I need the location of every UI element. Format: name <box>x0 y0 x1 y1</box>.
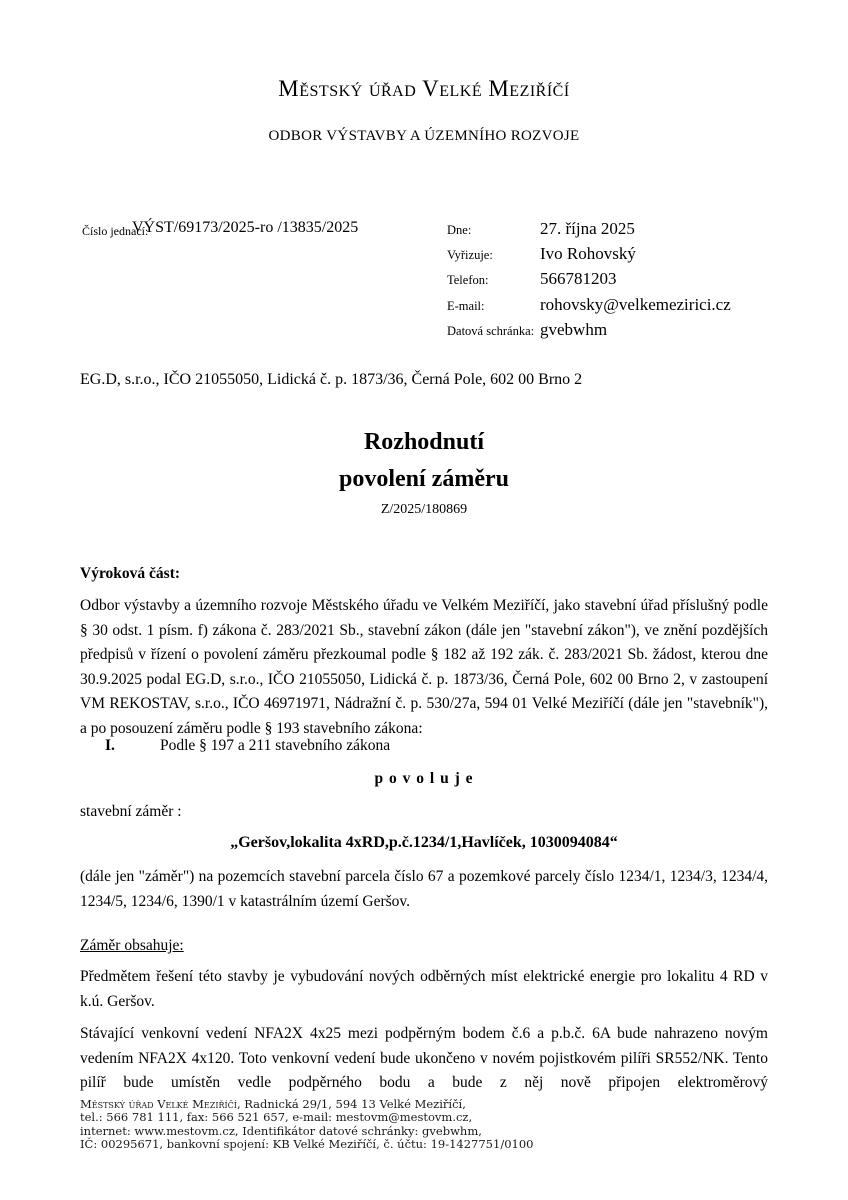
department-name: ODBOR VÝSTAVBY A ÚZEMNÍHO ROZVOJE <box>268 128 580 144</box>
footer-line-bank: IČ: 00295671, bankovní spojení: KB Velké Meziříčí, č. účtu: 19-1427751/0100 <box>80 1137 534 1152</box>
meta-label-phone: Telefon: <box>447 273 489 288</box>
verdict-heading: Výroková část: <box>80 565 181 582</box>
meta-row-date <box>447 219 767 244</box>
case-number: Z/2025/180869 <box>380 502 468 517</box>
meta-row-handler <box>447 244 767 269</box>
meta-label-email: E-mail: <box>447 298 485 313</box>
footer-office-name: Městský úřad Velké Meziříčí <box>80 1097 237 1111</box>
construction-intent-label: stavební záměr : <box>80 803 182 820</box>
meta-value-databox: gvebwhm <box>540 319 608 339</box>
meta-row-databox <box>447 320 767 345</box>
scope-paragraph-2: Stávající venkovní vedení NFA2X 4x25 mezi podpěrným bodem č.6 a p.b.č. 6A bude nahrazeno novým vedením NFA2X 4x120. Toto venkovní vedení bude ukončeno v novém pojistkovém pilíři SR552/NK. Tento pilíř bude umístěn vedle podpěrného bodu a bude z něj nově připojen elektroměrový <box>80 1025 768 1091</box>
office-name: Městský úřad Velké Meziříčí <box>278 76 570 101</box>
meta-value-date: 27. října 2025 <box>540 219 635 238</box>
meta-label-date: Dne: <box>447 223 472 237</box>
page-footer <box>80 1098 768 1152</box>
meta-value-email: rohovsky@velkemezirici.cz <box>540 294 731 314</box>
meta-field-block <box>447 219 767 345</box>
scope-paragraph-1: Předmětem řešení této stavby je vybudování nových odběrných míst elektrické energie pro lokalitu 4 RD v k.ú. Geršov. <box>80 968 768 1010</box>
verdict-item-text: Podle § 197 a 211 stavebního zákona <box>160 737 391 754</box>
footer-line-internet: internet: www.mestovm.cz, Identifikátor datové schránky: gvebwhm, <box>80 1123 482 1138</box>
meta-row-phone <box>447 269 767 294</box>
decision-subtitle: povolení záměru <box>339 466 509 492</box>
verdict-paragraph: Odbor výstavby a územního rozvoje Městského úřadu ve Velkém Meziříčí, jako stavební úřad příslušný podle § 30 odst. 1 písm. f) zákona č. 283/2021 Sb., stavební zákon (dále jen "stavební zákon"), ve znění pozdějších předpisů v řízení o povolení záměru přezkoumal podle § 182 až 192 zák. č. 283/2021 Sb. žádost, kterou dne 30.9.2025 podal EG.D, s.r.o., IČO 21055050, Lidická č. p. 1873/36, Černá Pole, 602 00 Brno 2, v zastoupení VM REKOSTAV, s.r.o., IČO 46971971, Nádražní č. p. 530/27a, 594 01 Velké Meziříčí (dále jen "stavebník"), a po posouzení záměru podle § 193 stavebního zákona: <box>80 597 768 737</box>
scope-heading: Záměr obsahuje: <box>80 937 184 954</box>
parcels-paragraph: (dále jen "záměr") na pozemcích stavební parcela číslo 67 a pozemkové parcely číslo 1234/1, 1234/3, 1234/4, 1234/5, 1234/6, 1390/1 v katastrálním území Geršov. <box>80 868 768 910</box>
verdict-item <box>105 737 768 755</box>
meta-label-databox: Datová schránka: <box>447 323 535 338</box>
meta-value-handler: Ivo Rohovský <box>540 244 636 264</box>
footer-line-address <box>80 1098 768 1111</box>
footer-address-rest: , Radnická 29/1, 594 13 Velké Meziříčí, <box>236 1097 466 1111</box>
decision-title: Rozhodnutí <box>363 429 485 455</box>
footer-line-contacts: tel.: 566 781 111, fax: 566 521 657, e-mail: mestovm@mestovm.cz, <box>80 1110 473 1125</box>
meta-row-email <box>447 295 767 320</box>
project-name: „Geršov,lokalita 4xRD,p.č.1234/1,Havlíček, 1030094084“ <box>230 834 618 851</box>
reference-number-label: Číslo jednací: <box>82 224 149 238</box>
meta-label-handler: Vyřizuje: <box>447 248 493 263</box>
verdict-item-number: I. <box>105 737 115 754</box>
permit-word: p o v o l u j e <box>374 770 474 787</box>
addressee-line: EG.D, s.r.o., IČO 21055050, Lidická č. p. 1873/36, Černá Pole, 602 00 Brno 2 <box>80 371 583 388</box>
meta-value-phone: 566781203 <box>540 269 617 289</box>
reference-number-value: VÝST/69173/2025-ro /13835/2025 <box>132 219 359 236</box>
